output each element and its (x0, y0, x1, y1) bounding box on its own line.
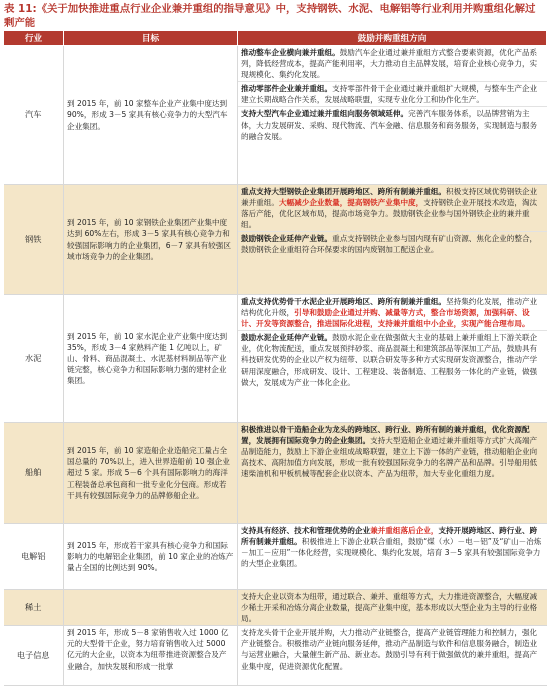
direction-item: 支持具有经济、技术和管理优势的企业兼并重组落后企业，支持开展跨地区、跨行业、跨所有制兼并重组。积极推进上下游企业联合重组，鼓励“煤（水）－电－铝”及“矿山－冶炼－加工－应用”一体化经营，实现规模化、集约化发展，培育 3－5 家具有较强国际竞争力的大型企业集团。 (241, 526, 542, 569)
header-target: 目标 (64, 31, 238, 46)
direction-item: 鼓励水泥企业延伸产业链。鼓励水泥企业在做强做大主业的基础上兼并重组上下游关联企业，优化物流配送，重点发展预拌砂浆、商品混凝土和建筑部品等深加工产品，鼓励具有科技研发优势的企业以产权为纽带、以联合研发等多种方式实现研发资源整合，推动产学研用深度融合，形成研发、设计、工程建设、装备制造、工程服务一体化的产业链，做强做大，发展成为产业一体化企业。 (241, 333, 538, 387)
target-cell: 到 2015 年，前 10 家整车企业产业集中度达到 90%，形成 3－5 家具有核心竞争力的大型汽车企业集团。 (64, 46, 238, 185)
header-direction: 鼓励并购重组方向 (238, 31, 547, 46)
target-cell: 到 2015 年，形成若干家具有核心竞争力和国际影响力的电解铝企业集团，前 10 家企业的冶炼产量占全国的比例达到 90%。 (64, 524, 238, 590)
table-row-electronics (4, 626, 547, 686)
direction-cell (238, 46, 547, 185)
direction-cell (238, 423, 547, 524)
table-row-auto (4, 46, 547, 185)
direction-item: 鼓励钢铁企业延伸产业链。重点支持钢铁企业参与国内现有矿山资源、焦化企业的整合，鼓励钢铁企业重组符合环保要求的国内废钢加工配送企业。 (241, 234, 538, 255)
header-industry: 行业 (4, 31, 64, 46)
industry-cell: 水泥 (4, 295, 64, 423)
table-row-aluminum (4, 524, 547, 590)
table-row-shipbuilding (4, 423, 547, 524)
direction-item: 重点支持大型钢铁企业集团开展跨地区、跨所有制兼并重组。积极支持区域优势钢铁企业兼并重组。大幅减少企业数量，提高钢铁产业集中度，支持钢铁企业开展技术改造，淘汰落后产能，优化区域布局，提高市场竞争力。鼓励钢铁企业参与国外钢铁企业的兼并重组。 (238, 185, 547, 232)
direction-item: 支持大型汽车企业通过兼并重组向服务领域延伸。完善汽车服务体系，以品牌营销为主体，大力发展研发、采购、现代物流、汽车金融、信息服务和商务服务，实现制造与服务的融合发展。 (241, 109, 538, 141)
target-cell: 到 2015 年，形成 5－8 家销售收入过 1000 亿元的大型骨干企业，努力培育销售收入过 5000 亿元的大企业，以资本为纽带推进资源整合及产业融合，加快发展和形成一批掌 (64, 626, 238, 686)
direction-item: 推动整车企业横向兼并重组。鼓励汽车企业通过兼并重组方式整合要素资源，优化产品系列，降低经营成本，提高产能利用率，大力推动自主品牌发展，培育企业核心竞争力，实现规模化、集约化发展。 (238, 46, 547, 82)
direction-item: 支持大企业以资本为纽带，通过联合、兼并、重组等方式，大力推进资源整合，大幅度减少稀土开采和冶炼分离企业数量，提高产业集中度，基本形成以大型企业为主导的行业格局。 (241, 592, 538, 624)
direction-item: 支持龙头骨干企业开展并购，大力推动产业链整合，提高产业链管理能力和控制力，强化产业链整合。积极推动产业链向服务延伸，推动产品制造与软件和信息服务融合，制造业与运营业融合，大量催生新产品、新业态。鼓励引导有利于做强做优的兼并重组，提高产业集中度，促进资源优化配置。 (241, 628, 538, 671)
direction-cell (238, 185, 547, 295)
table-row-steel (4, 185, 547, 295)
table-title: 表 11:《关于加快推进重点行业企业兼并重组的指导意见》中，支持钢铁、水泥、电解铝等行业利用并购重组化解过剩产能 (4, 3, 536, 29)
industry-cell: 电解铝 (4, 524, 64, 590)
direction-cell (238, 524, 547, 590)
table-row-cement (4, 295, 547, 423)
target-cell: 到 2015 年，前 10 家造船企业造船完工量占全国总量的 70%以上，进入世界造船前 10 强企业超过 5 家。形成 5－6 个具有国际影响力的海洋工程装备总承包商和一批专业化分包商。形成若干具有较强国际竞争力的品牌修船企业。 (64, 423, 238, 524)
industry-cell: 钢铁 (4, 185, 64, 295)
direction-item: 重点支持优势骨干水泥企业开展跨地区、跨所有制兼并重组。坚持集约化发展，推动产业结构优化升级，引导和鼓励企业通过并购、减量等方式，整合市场资源，加强科研、设计、开发等资源整合，推进国际化进程，支持兼并重组中小企业，实现产能合理布局。 (238, 295, 547, 331)
direction-cell (238, 590, 547, 626)
industry-cell: 电子信息 (4, 626, 64, 686)
direction-item: 积极推进以骨干造船企业为龙头的跨地区、跨行业、跨所有制的兼并重组，优化资源配置，发展拥有国际竞争力的企业集团。支持大型造船企业通过兼并重组等方式扩大高端产品制造能力，鼓励上下游企业组成战略联盟，建立上下游一体的产业链，推动船舶企业向高技术、高附加值方向发展，形成一批有较强国际竞争力的名牌产品和品牌。引导船用低速柴油机和甲板机械等配套企业以资本、产品为纽带，加大专业化重组力度。 (241, 425, 538, 479)
direction-cell (238, 295, 547, 423)
target-cell: 到 2015 年，前 10 家水泥企业产业集中度达到 35%，形成 3－4 家熟料产能 1 亿吨以上，矿山、骨料、商品混凝土、水泥基材料制品等产业链完整，核心竞争力和国际影响力强的建材企业集团。 (64, 295, 238, 423)
policy-table (3, 30, 547, 686)
industry-cell: 稀土 (4, 590, 64, 626)
direction-cell (238, 626, 547, 686)
industry-cell: 船舶 (4, 423, 64, 524)
direction-item: 推动零部件企业兼并重组。支持零部件骨干企业通过兼并重组扩大规模，与整车生产企业建立长期战略合作关系，发展战略联盟，实现专业化分工和协作化生产。 (238, 82, 547, 107)
table-row-rare-earth (4, 590, 547, 626)
header-row (4, 31, 547, 46)
target-cell: 到 2015 年，前 10 家钢铁企业集团产业集中度达到 60%左右，形成 3－5 家具有核心竞争力和较强国际影响力的企业集团，6－7 家具有较强区域市场竞争力的企业集团。 (64, 185, 238, 295)
industry-cell: 汽车 (4, 46, 64, 185)
target-cell (64, 590, 238, 626)
